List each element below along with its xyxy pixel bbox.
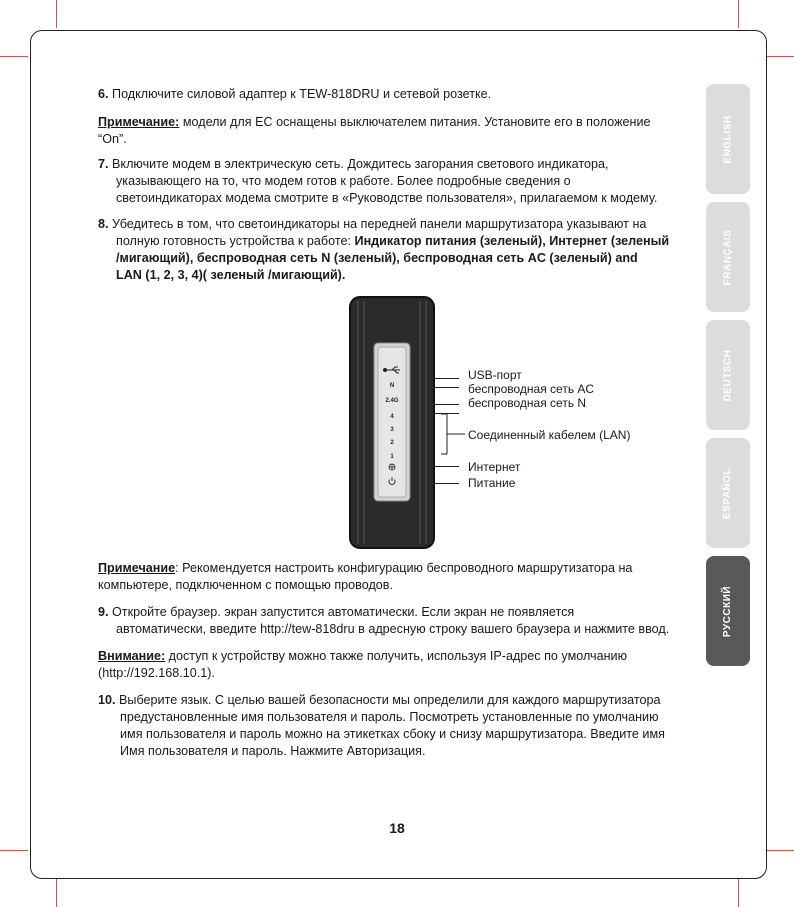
step-text: Подключите силовой адаптер к TEW-818DRU и сетевой розетке. <box>108 87 492 101</box>
step-text: Выберите язык. С целью вашей безопасности мы определили для каждого маршрутизатора <box>115 693 661 707</box>
router-illustration <box>348 295 436 550</box>
crop-mark <box>0 56 28 57</box>
panel-label-lan-1: 1 <box>390 454 394 460</box>
tab-espanol[interactable] <box>706 438 750 548</box>
lan-bracket <box>440 410 466 458</box>
note-text: модели для ЕС оснащены выключателем питания. Установите его в положение <box>179 115 651 129</box>
step-number: 8. <box>98 217 109 231</box>
note-text-2: “On”. <box>98 132 127 146</box>
panel-label-lan-4: 4 <box>390 414 394 420</box>
step-bold-text: LAN (1, 2, 3, 4)( зеленый /мигающий). <box>116 268 346 282</box>
note-label: Примечание <box>98 561 176 575</box>
attention-text: доступ к устройству можно также получить, используя IP-адрес по умолчанию <box>165 649 628 663</box>
crop-mark <box>0 850 28 851</box>
crop-mark <box>56 0 57 28</box>
attention-label: Внимание: <box>98 649 166 663</box>
callout-internet: Интернет <box>468 460 521 474</box>
page-number: 18 <box>389 820 405 836</box>
note-text: : Рекомендуется настроить конфигурацию беспроводного маршрутизатора на <box>175 561 633 575</box>
step-7 <box>98 156 702 207</box>
step-text: Имя пользователя и пароль. Нажмите Авторизация. <box>120 744 426 758</box>
step-number: 9. <box>98 605 109 619</box>
crop-mark <box>738 879 739 907</box>
callout-usb: USB-порт <box>468 368 522 382</box>
note-2 <box>98 560 702 594</box>
crop-mark <box>766 850 794 851</box>
tab-label: РУССКИЙ <box>722 585 734 637</box>
tab-francais[interactable] <box>706 202 750 312</box>
tab-label: ESPAÑOL <box>722 467 734 519</box>
callout-n: беспроводная сеть N <box>468 396 587 410</box>
step-number: 6. <box>98 87 109 101</box>
note-label: Примечание: <box>98 115 180 129</box>
crop-mark <box>738 0 739 28</box>
crop-mark <box>56 879 57 907</box>
crop-mark <box>766 56 794 57</box>
tab-label: ENGLISH <box>722 115 734 163</box>
leader-line <box>433 466 459 467</box>
step-number: 7. <box>98 157 109 171</box>
step-text: полную готовность устройства к работе: <box>116 234 355 248</box>
tab-deutsch[interactable] <box>706 320 750 430</box>
leader-line <box>433 404 459 405</box>
step-6 <box>98 86 702 103</box>
step-9 <box>98 604 702 638</box>
attention-text-2: (http://192.168.10.1). <box>98 666 215 680</box>
tab-label: FRANÇAIS <box>722 229 734 285</box>
step-text: Убедитесь в том, что светоиндикаторы на передней панели маршрутизатора указывают на <box>108 217 647 231</box>
globe-icon <box>389 464 395 470</box>
router-drawing <box>348 295 436 550</box>
tab-english[interactable] <box>706 84 750 194</box>
step-text: имя пользователя и пароль можно на этикетках сбоку и снизу маршрутизатора. Введите имя <box>120 727 665 741</box>
leader-line <box>433 483 459 484</box>
step-text: Включите модем в электрическую сеть. Дождитесь загорания светового индикатора, <box>108 157 609 171</box>
tab-russian[interactable] <box>706 556 750 666</box>
callout-power: Питание <box>468 476 516 490</box>
note-1 <box>98 114 702 148</box>
callout-ac: беспроводная сеть AC <box>468 382 595 396</box>
step-text: предустановленные имя пользователя и пароль. Посмотреть установленные по умолчанию <box>120 710 659 724</box>
step-text: указывающего на то, что модем готов к работе. Более подробные сведения о <box>116 174 571 188</box>
attention-note <box>98 648 702 682</box>
leader-line <box>433 387 459 388</box>
step-text: светоиндикаторах модема смотрите в «Руководстве пользователя», прилагаемом к модему. <box>116 191 658 205</box>
panel-label-2-4g: 2.4G <box>385 398 399 404</box>
panel-label-lan-3: 3 <box>390 427 394 433</box>
panel-label-n: N <box>389 383 395 389</box>
callout-lan: Соединенный кабелем (LAN) <box>468 428 631 442</box>
step-8 <box>98 216 702 284</box>
note-text-2: компьютере, подключенном с помощью проводов. <box>98 578 393 592</box>
step-number: 10. <box>98 693 116 707</box>
panel-label-lan-2: 2 <box>390 440 394 446</box>
step-bold-text: Индикатор питания (зеленый), Интернет (зеленый <box>354 234 670 248</box>
step-text: Откройте браузер. экран запустится автоматически. Если экран не появляется <box>108 605 575 619</box>
leader-line <box>433 378 459 379</box>
step-bold-text: /мигающий), беспроводная сеть N (зеленый), беспроводная сеть AC (зеленый) and <box>116 251 638 265</box>
step-text-line <box>98 233 702 250</box>
tab-label: DEUTSCH <box>722 349 734 401</box>
step-10 <box>98 692 702 760</box>
step-text: автоматически, введите http://tew-818dru в адресную строку вашего браузера и нажмите ввод. <box>116 622 670 636</box>
